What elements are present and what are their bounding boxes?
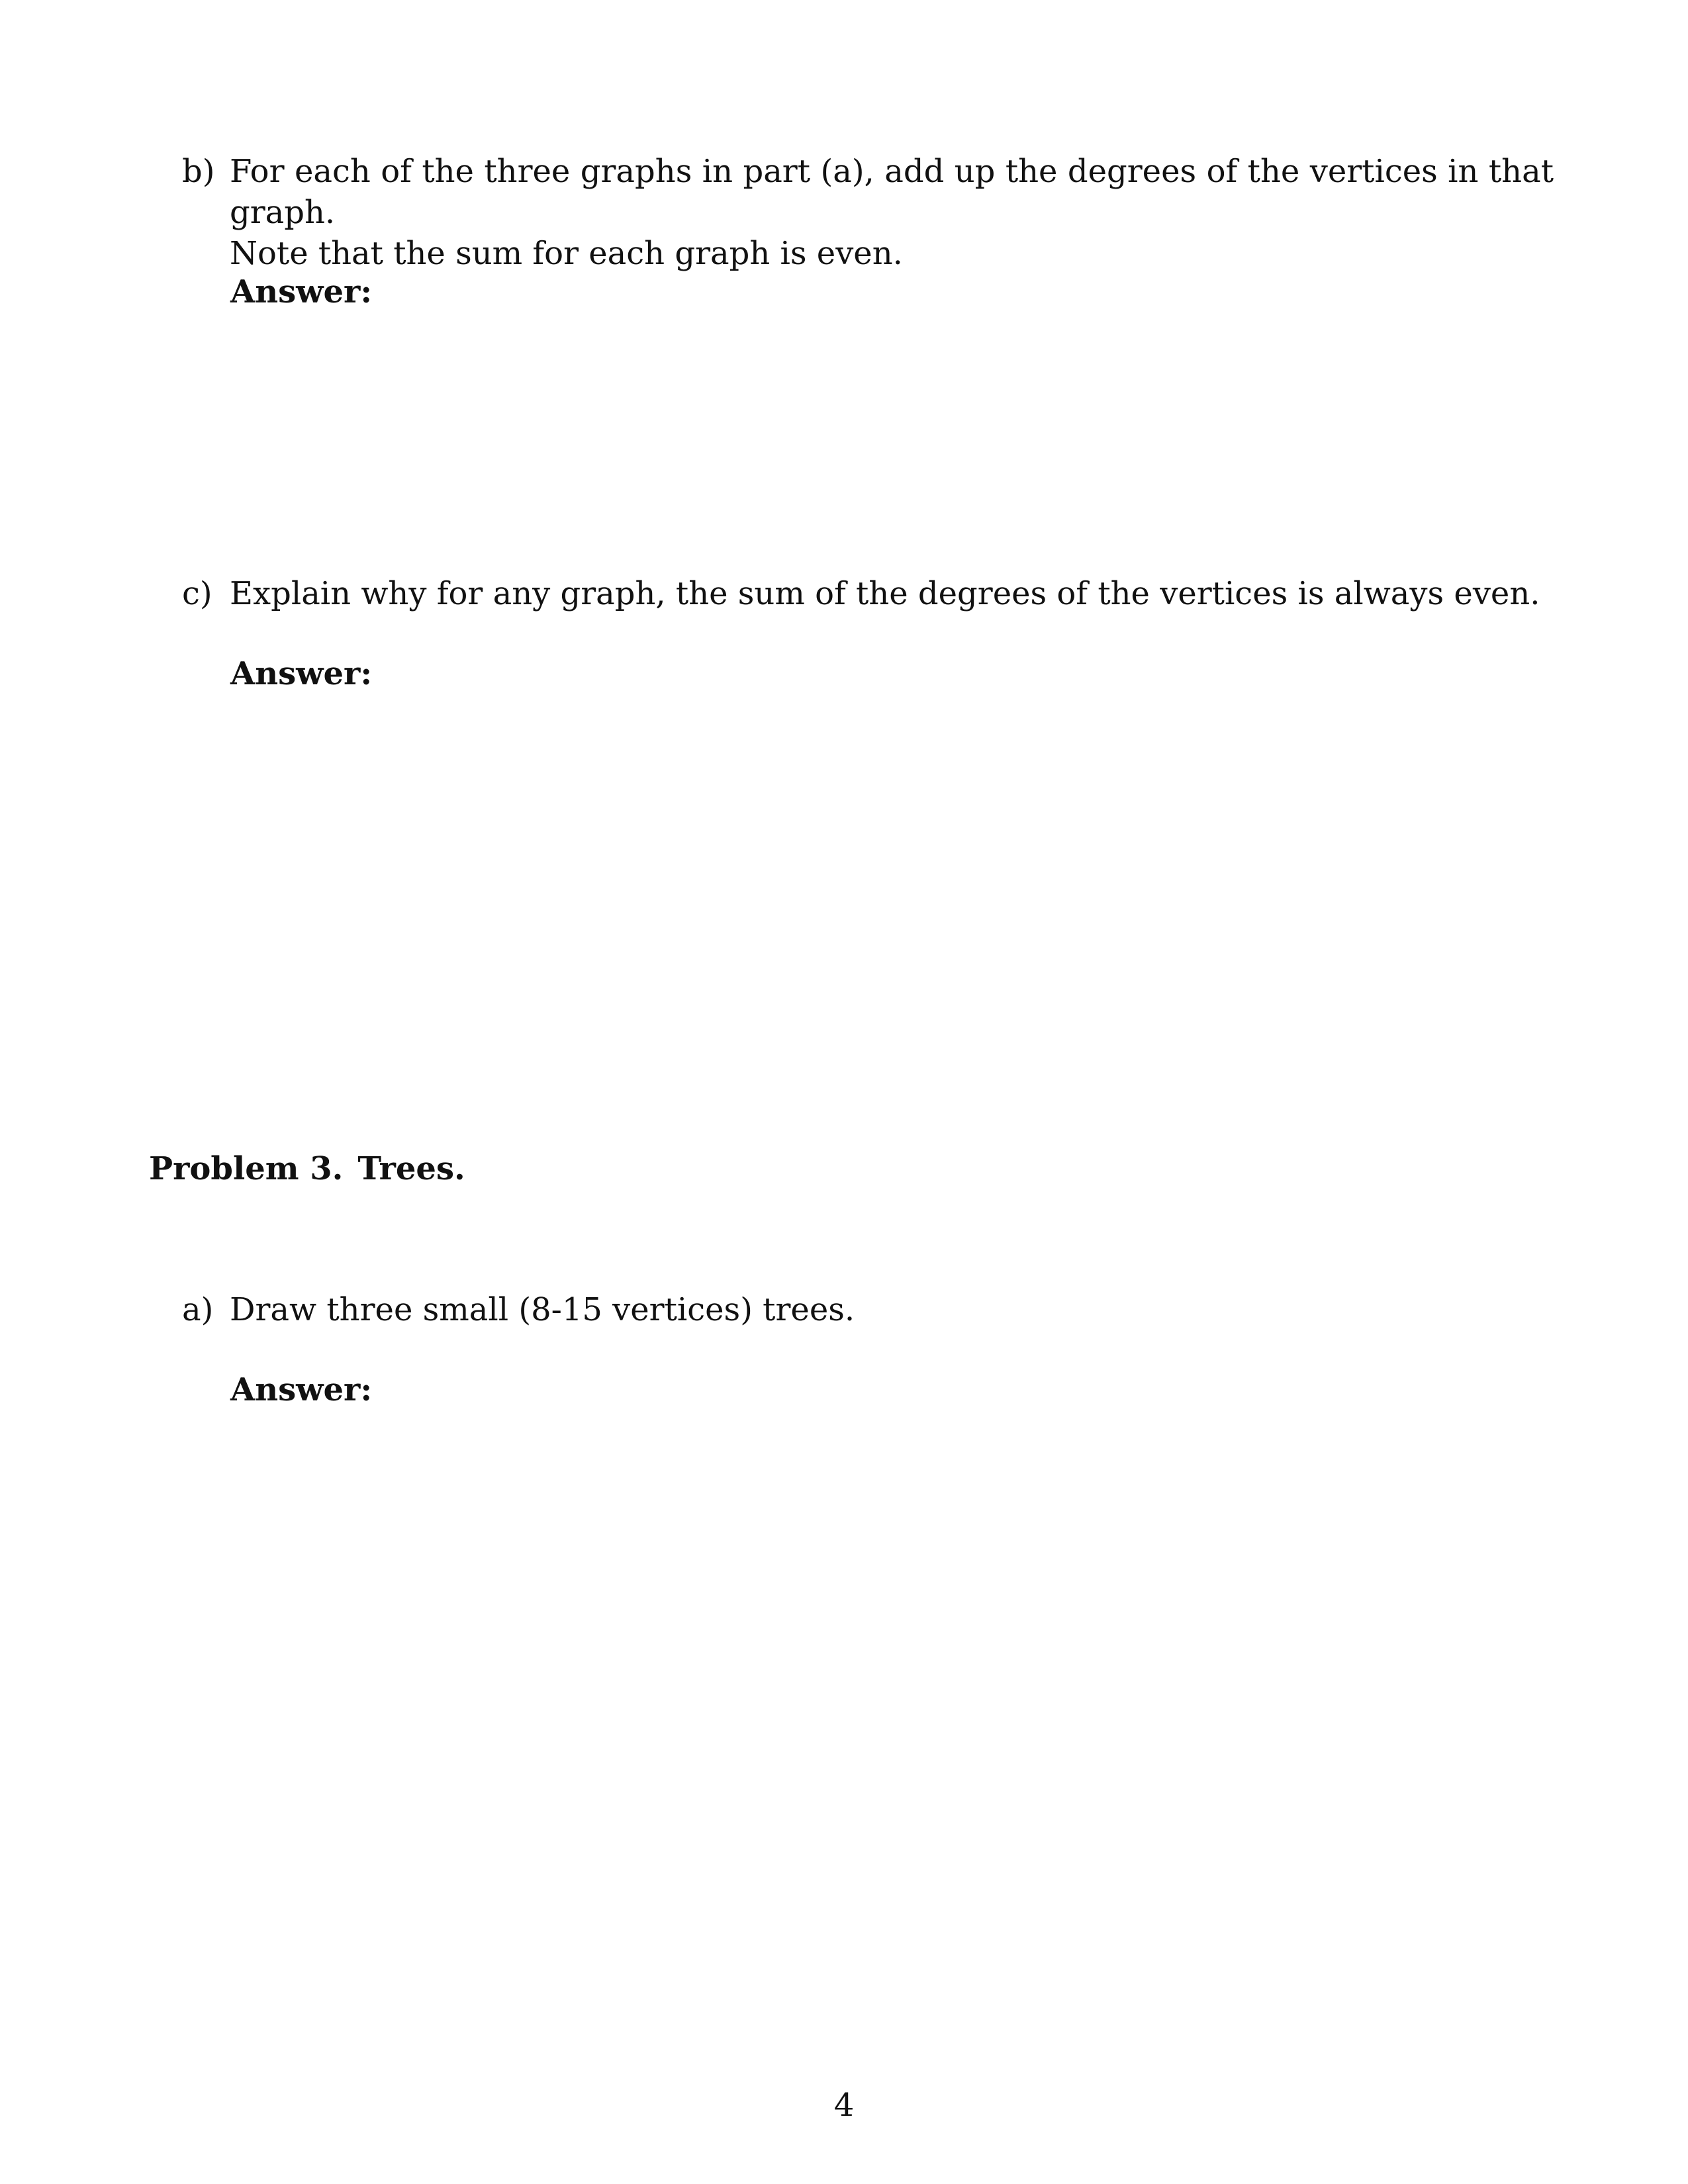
page-number: 4 [833, 2087, 855, 2124]
part-b-answer-label: Answer: [230, 273, 373, 310]
problem-3-title: Trees. [357, 1150, 465, 1187]
part-b-line-1: For each of the three graphs in part (a), add up the degrees of the vertices in that graph. [230, 153, 1554, 231]
problem-3-part-a-text [230, 1289, 1554, 1330]
part-b [182, 151, 1554, 272]
part-c-line-1: Explain why for any graph, the sum of the degrees of the vertices is always even. [230, 575, 1540, 612]
problem-3-number: Problem 3. [149, 1150, 344, 1187]
part-c-marker: c) [182, 575, 212, 612]
part-c-text [230, 573, 1554, 614]
part-b-text [230, 151, 1554, 274]
problem-3-part-a-line-1: Draw three small (8-15 vertices) trees. [230, 1291, 855, 1328]
part-c [182, 573, 1552, 619]
part-b-marker: b) [182, 153, 215, 190]
problem-3-heading [149, 1148, 480, 1189]
part-b-line-2: Note that the sum for each graph is even. [230, 235, 903, 272]
problem-3-part-a-marker: a) [182, 1291, 214, 1328]
problem-3-part-a-answer-label: Answer: [230, 1371, 373, 1408]
problem-3-part-a [182, 1289, 1552, 1336]
part-c-answer-label: Answer: [230, 655, 373, 692]
